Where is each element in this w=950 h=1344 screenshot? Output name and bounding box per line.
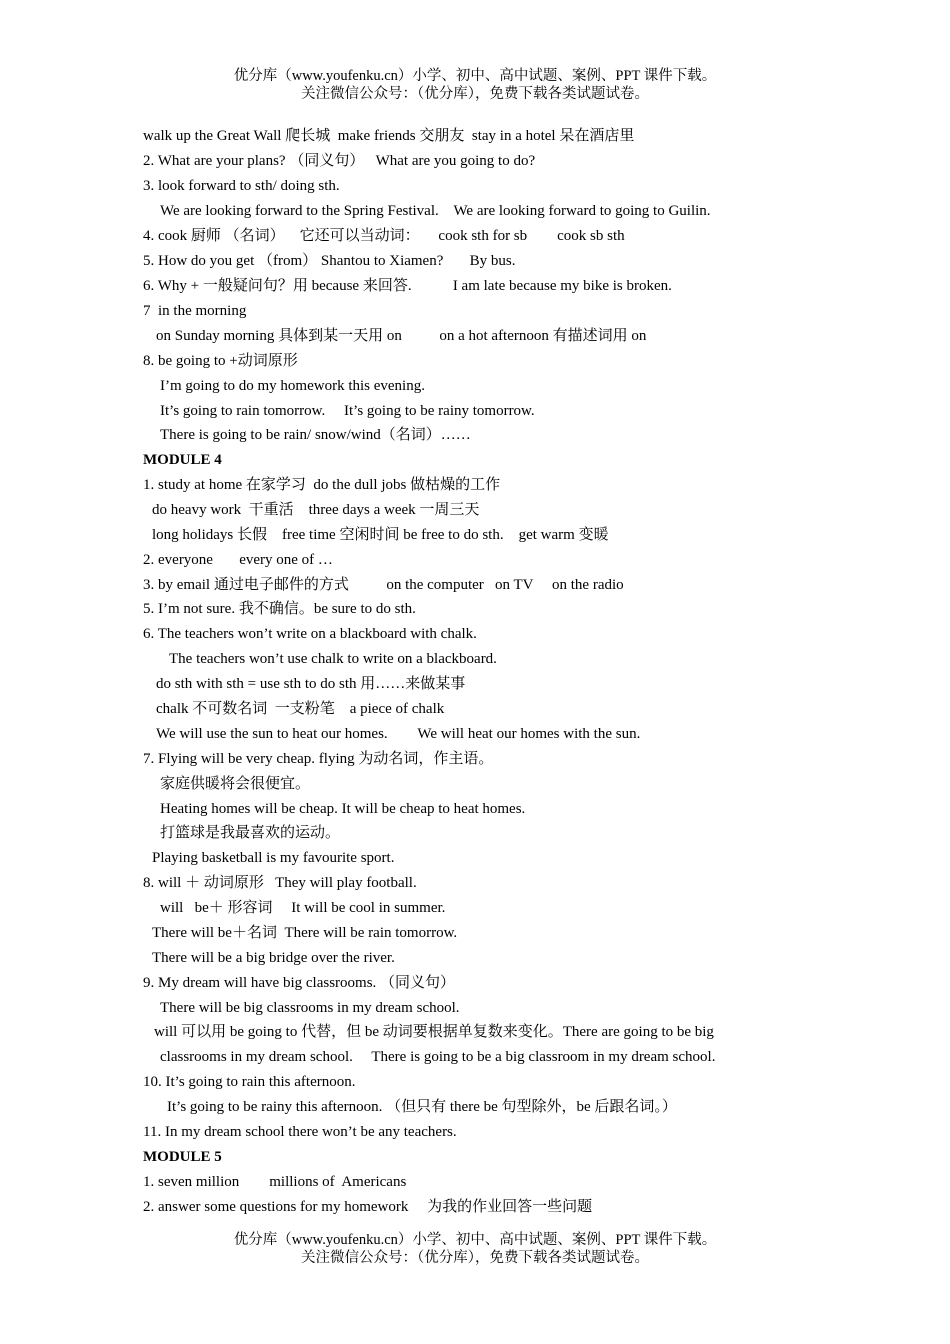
text-line: 7 in the morning bbox=[143, 303, 247, 319]
section-heading: MODULE 4 bbox=[143, 452, 222, 468]
text-line: It’s going to rain tomorrow. It’s going to be rainy tomorrow. bbox=[160, 403, 535, 419]
text-line: walk up the Great Wall 爬长城 make friends 交朋友 stay in a hotel 呆在酒店里 bbox=[143, 128, 635, 144]
text-line: 9. My dream will have big classrooms. （同义句） bbox=[143, 975, 456, 991]
text-line: chalk 不可数名词 一支粉笔 a piece of chalk bbox=[156, 701, 445, 717]
text-line: do heavy work 干重活 three days a week 一周三天 bbox=[152, 502, 480, 518]
text-line: 5. How do you get （from） Shantou to Xiamen? By bus. bbox=[143, 253, 516, 269]
header-line-1: 优分库（www.youfenku.cn）小学、初中、高中试题、案例、PPT 课件下载。 bbox=[233, 68, 717, 84]
text-line: I’m going to do my homework this evening. bbox=[160, 378, 425, 394]
text-line: 11. In my dream school there won’t be any teachers. bbox=[143, 1124, 457, 1140]
text-line: 3. by email 通过电子邮件的方式 on the computer on TV on the radio bbox=[143, 577, 624, 593]
text-line: We will use the sun to heat our homes. We will heat our homes with the sun. bbox=[156, 726, 641, 742]
text-line: 8. be going to +动词原形 bbox=[143, 353, 298, 369]
text-line: The teachers won’t use chalk to write on a blackboard. bbox=[169, 651, 497, 667]
text-line: Heating homes will be cheap. It will be cheap to heat homes. bbox=[160, 801, 526, 817]
text-line: 2. everyone every one of … bbox=[143, 552, 333, 568]
text-line: There will be big classrooms in my dream school. bbox=[160, 1000, 460, 1016]
text-line: 2. What are your plans? （同义句） What are you going to do? bbox=[143, 153, 536, 169]
text-line: 2. answer some questions for my homework 为我的作业回答一些问题 bbox=[143, 1199, 593, 1215]
text-line: classrooms in my dream school. There is going to be a big classroom in my dream school. bbox=[160, 1049, 716, 1065]
text-line: 10. It’s going to rain this afternoon. bbox=[143, 1074, 356, 1090]
text-line: 家庭供暖将会很便宜。 bbox=[160, 776, 311, 792]
page-header bbox=[0, 67, 950, 103]
text-line: Playing basketball is my favourite sport. bbox=[152, 850, 395, 866]
page-footer bbox=[0, 1231, 950, 1267]
text-line: will 可以用 be going to 代替，但 be 动词要根据单复数来变化。There are going to be big bbox=[154, 1024, 714, 1040]
text-line: 5. I’m not sure. 我不确信。be sure to do sth. bbox=[143, 601, 416, 617]
text-line: on Sunday morning 具体到某一天用 on on a hot afternoon 有描述词用 on bbox=[156, 328, 647, 344]
text-line: long holidays 长假 free time 空闲时间 be free to do sth. get warm 变暖 bbox=[152, 527, 609, 543]
section-heading: MODULE 5 bbox=[143, 1149, 222, 1165]
header-line-2: 关注微信公众号：（优分库），免费下载各类试题试卷。 bbox=[301, 86, 649, 102]
text-line: 4. cook 厨师 （名词） 它还可以当动词： cook sth for sb cook sb sth bbox=[143, 228, 625, 244]
text-line: 6. Why + 一般疑问句？用 because 来回答. I am late because my bike is broken. bbox=[143, 278, 672, 294]
text-line: 打篮球是我最喜欢的运动。 bbox=[160, 825, 341, 841]
text-line: 3. look forward to sth/ doing sth. bbox=[143, 178, 340, 194]
text-line: There will be＋名词 There will be rain tomorrow. bbox=[152, 925, 458, 941]
text-line: 1. study at home 在家学习 do the dull jobs 做枯燥的工作 bbox=[143, 477, 501, 493]
footer-line-2: 关注微信公众号：（优分库），免费下载各类试题试卷。 bbox=[301, 1250, 649, 1266]
text-line: 6. The teachers won’t write on a blackboard with chalk. bbox=[143, 626, 477, 642]
text-line: 1. seven million millions of Americans bbox=[143, 1174, 407, 1190]
text-line: It’s going to be rainy this afternoon. （但只有 there be 句型除外，be 后跟名词。） bbox=[167, 1099, 677, 1115]
text-line: There is going to be rain/ snow/wind（名词）…… bbox=[160, 427, 471, 443]
text-line: We are looking forward to the Spring Festival. We are looking forward to going to Guilin. bbox=[160, 203, 711, 219]
text-line: do sth with sth = use sth to do sth 用……来做某事 bbox=[156, 676, 466, 692]
text-line: 8. will ＋ 动词原形 They will play football. bbox=[143, 875, 417, 891]
text-line: will be＋ 形容词 It will be cool in summer. bbox=[160, 900, 446, 916]
text-line: 7. Flying will be very cheap. flying 为动名词，作主语。 bbox=[143, 751, 494, 767]
text-line: There will be a big bridge over the river. bbox=[152, 950, 395, 966]
footer-line-1: 优分库（www.youfenku.cn）小学、初中、高中试题、案例、PPT 课件下载。 bbox=[233, 1232, 717, 1248]
